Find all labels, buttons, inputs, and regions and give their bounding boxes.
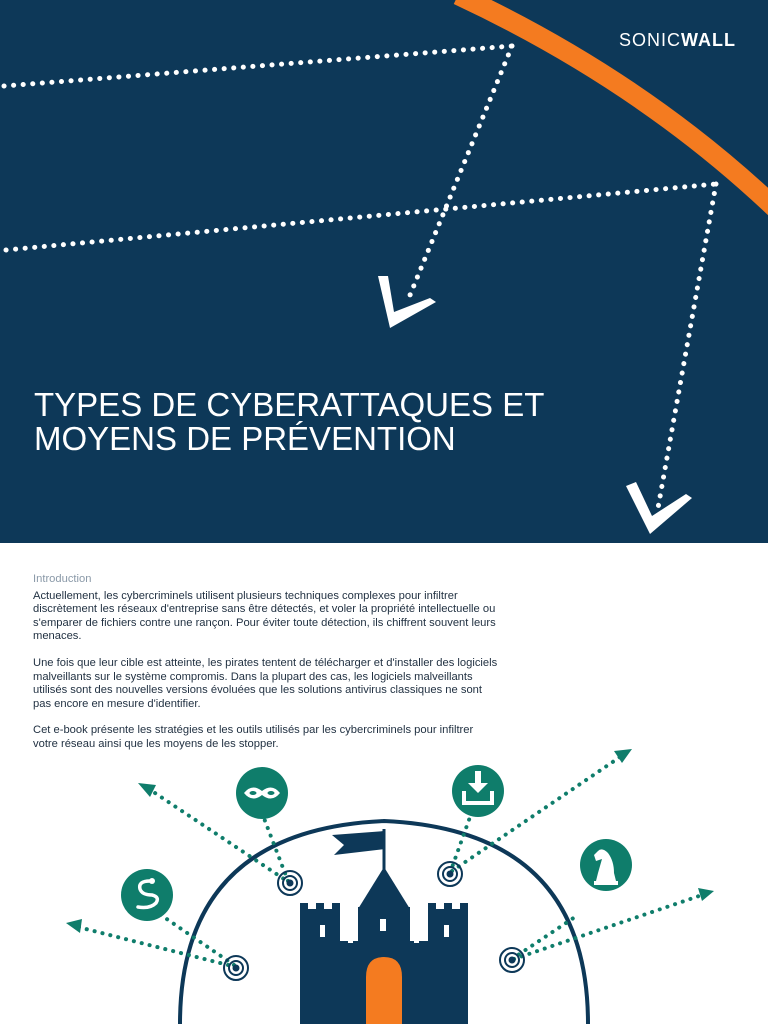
target-icon bbox=[500, 948, 524, 972]
castle-icon bbox=[300, 829, 468, 1024]
castle-gate bbox=[366, 957, 402, 1024]
arrowhead-icon bbox=[698, 888, 714, 901]
dotted-line bbox=[514, 895, 702, 959]
download-icon bbox=[452, 765, 504, 817]
mask-icon bbox=[236, 767, 288, 819]
sonicwall-logo bbox=[619, 30, 736, 51]
dotted-line bbox=[450, 817, 470, 873]
logo-text-bold: WALL bbox=[681, 30, 736, 50]
intro-paragraph-2: Une fois que leur cible est atteinte, les pirates tentent de télécharger et d'installer des logiciels malveillants sur le système compromis. Dans la plupart des cas, les logiciels malveillants utilisés sont des nouvelles versions évoluées que les solutions antivirus classiques ne sont pas encore en mesure d'identifier. bbox=[33, 656, 498, 710]
arrowhead-icon bbox=[138, 783, 156, 797]
snake-icon bbox=[121, 869, 173, 921]
arrowhead-icon bbox=[614, 749, 632, 763]
logo-text-light: SONIC bbox=[618, 30, 681, 50]
dotted-arrow-path-1 bbox=[4, 46, 512, 300]
title-line-2: MOYENS DE PRÉVENTION bbox=[34, 420, 456, 457]
target-icon bbox=[438, 862, 462, 886]
section-label: Introduction bbox=[33, 573, 92, 585]
castle-illustration bbox=[0, 735, 768, 1024]
intro-paragraph-3: Cet e-book présente les stratégies et les outils utilisés par les cybercriminels pour infiltrer votre réseau ainsi que les moyens de les stopper. bbox=[33, 724, 474, 750]
arrowhead-icon bbox=[626, 482, 692, 534]
target-icon bbox=[278, 871, 302, 895]
dotted-arrow-path-2 bbox=[6, 184, 716, 508]
page-title bbox=[34, 388, 594, 456]
target-icon bbox=[224, 956, 248, 980]
arrowhead-icon bbox=[66, 919, 82, 933]
arrowhead-icon bbox=[378, 276, 436, 328]
intro-paragraph-1: Actuellement, les cybercriminels utilisent plusieurs techniques complexes pour infiltrer discrètement les réseaux d'entreprise sans être détectés, et voler la propriété intellectuelle ou s'emparer de fichiers contre une rançon. Pour éviter toute détection, ils chiffrent souvent leurs menaces. bbox=[33, 589, 496, 643]
chess-knight-icon bbox=[580, 839, 632, 891]
dotted-line bbox=[78, 927, 236, 967]
title-line-1: TYPES DE CYBERATTAQUES ET bbox=[34, 386, 545, 423]
